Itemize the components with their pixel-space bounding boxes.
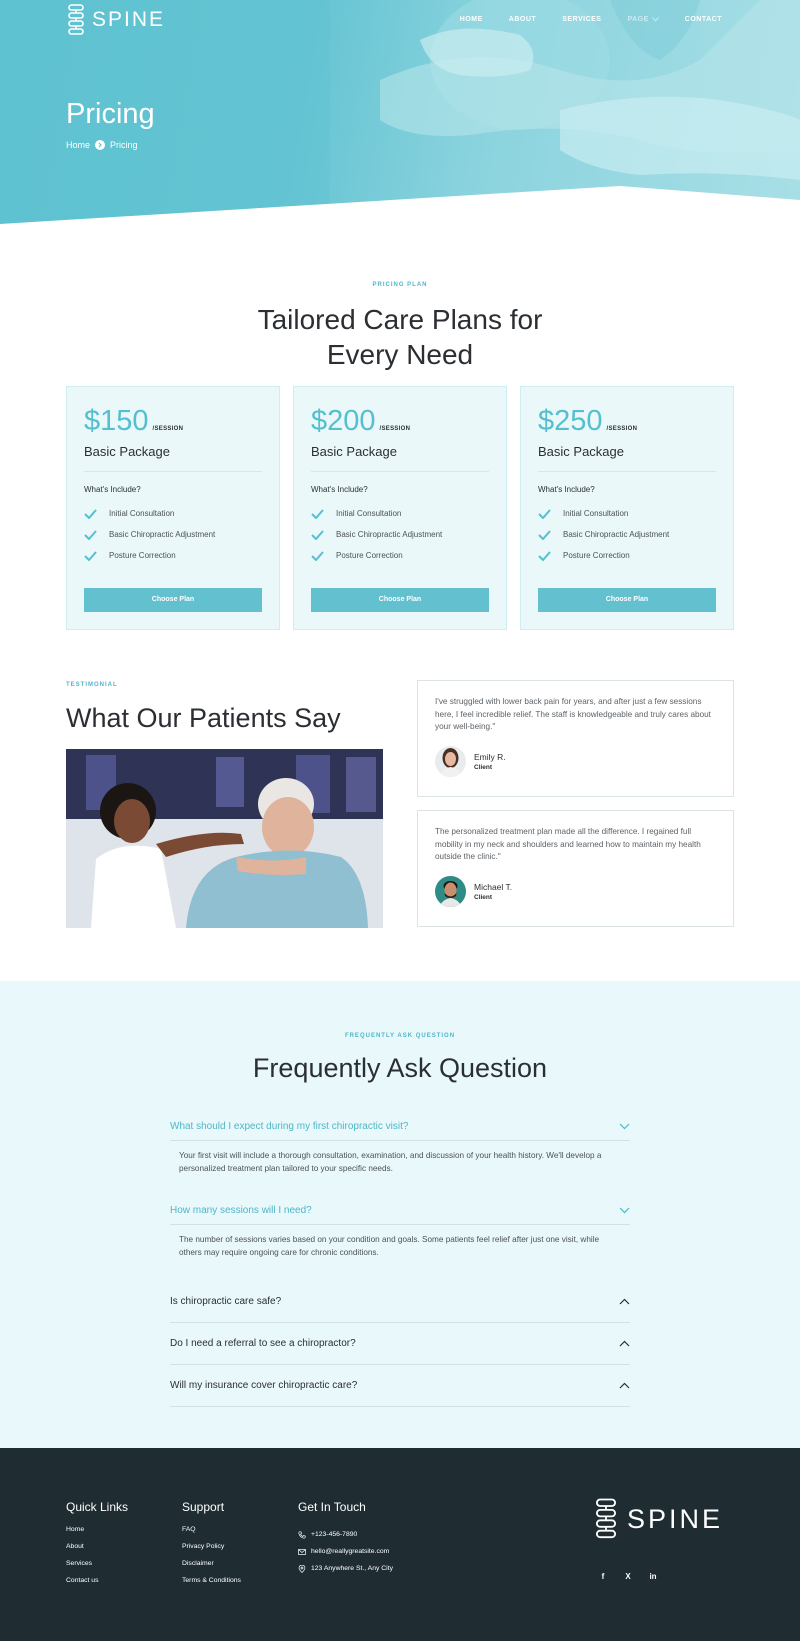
avatar (435, 746, 466, 777)
check-icon (311, 551, 324, 561)
faq-question[interactable] (170, 1197, 630, 1225)
contact-email-text: hello@reallygreatsite.com (311, 1548, 390, 1555)
pricing-cards (66, 386, 734, 630)
page-title: Pricing (66, 98, 155, 130)
pricing-title-line1: Tailored Care Plans for (257, 304, 543, 335)
chevron-up-icon (619, 1340, 630, 1347)
location-pin-icon (298, 1565, 306, 1573)
includes-label: What's Include? (84, 485, 141, 494)
pricing-title-line2: Every Need (326, 339, 474, 370)
divider (538, 471, 716, 472)
price-row (538, 405, 716, 438)
faq-title: Frequently Ask Question (252, 1053, 548, 1083)
feature-text: Posture Correction (563, 551, 630, 560)
faq-question[interactable] (170, 1113, 630, 1141)
chevron-down-icon (619, 1123, 630, 1130)
footer-contact (298, 1500, 393, 1577)
divider (84, 471, 262, 472)
faq-question[interactable] (170, 1281, 630, 1323)
nav-home[interactable]: HOME (459, 16, 483, 23)
per-session-label: /SESSION (152, 426, 184, 432)
price-row (84, 405, 262, 438)
testimonial-author (435, 746, 716, 777)
nav-about[interactable]: ABOUT (508, 16, 537, 23)
faq-question[interactable] (170, 1323, 630, 1365)
divider (311, 471, 489, 472)
footer-link[interactable]: Privacy Policy (182, 1543, 225, 1550)
feature-item (84, 503, 262, 524)
spine-logo-icon (66, 4, 86, 36)
check-icon (538, 509, 551, 519)
footer-heading: Get In Touch (298, 1500, 366, 1514)
nav-contact[interactable]: CONTACT (684, 16, 722, 23)
chevron-up-icon (619, 1298, 630, 1305)
social-links (598, 1572, 658, 1581)
hero-banner (0, 0, 800, 226)
phone-icon (298, 1531, 306, 1539)
pricing-title (0, 302, 800, 372)
footer-link[interactable]: Disclaimer (182, 1560, 214, 1567)
brand-name: SPINE (92, 8, 166, 31)
contact-phone[interactable] (298, 1526, 393, 1543)
testimonial-eyebrow: TESTIMONIAL (66, 682, 118, 688)
choose-plan-button[interactable]: Choose Plan (84, 588, 262, 612)
feature-item (84, 545, 262, 566)
footer-support (182, 1500, 241, 1594)
mail-icon (298, 1548, 306, 1556)
brand-logo[interactable] (66, 4, 165, 36)
feature-text: Initial Consultation (563, 509, 629, 518)
plan-price: $200 (311, 405, 376, 437)
feature-text: Posture Correction (336, 551, 403, 560)
feature-item (538, 524, 716, 545)
feature-item (538, 503, 716, 524)
faq-question[interactable] (170, 1365, 630, 1407)
feature-text: Initial Consultation (336, 509, 402, 518)
testimonial-card (417, 810, 734, 927)
feature-item (538, 545, 716, 566)
chevron-down-icon (652, 17, 659, 22)
faq-answer: Your first visit will include a thorough consultation, examination, and discussion of your health history. We'll develop a personalized treatment plan tailored to your specific needs. (179, 1151, 602, 1173)
check-icon (84, 530, 97, 540)
spine-logo-icon (593, 1498, 619, 1540)
footer-heading: Support (182, 1500, 225, 1514)
footer-brand-name: SPINE (627, 1503, 724, 1534)
pricing-card (520, 386, 734, 630)
feature-item (311, 524, 489, 545)
plan-name: Basic Package (538, 444, 624, 459)
linkedin-icon[interactable]: in (649, 1572, 657, 1581)
author-name: Emily R. (474, 751, 506, 762)
pricing-card (293, 386, 507, 630)
plan-name: Basic Package (311, 444, 397, 459)
contact-address (298, 1560, 393, 1577)
plan-price: $250 (538, 405, 603, 437)
faq-question-text: What should I expect during my first chiropractic visit? (170, 1121, 409, 1132)
x-twitter-icon[interactable]: X (625, 1572, 631, 1581)
footer-link[interactable]: Services (66, 1560, 93, 1567)
author-role: Client (474, 763, 493, 771)
per-session-label: /SESSION (606, 426, 638, 432)
includes-label: What's Include? (538, 485, 595, 494)
nav-page-label: PAGE (627, 16, 649, 23)
choose-plan-button[interactable]: Choose Plan (538, 588, 716, 612)
check-icon (538, 530, 551, 540)
contact-email[interactable] (298, 1543, 393, 1560)
testimonial-quote: I've struggled with lower back pain for years, and after just a few sessions here, I feel incredible relief. The staff is knowledgeable and truly cares about your well-being." (435, 697, 711, 731)
feature-item (311, 503, 489, 524)
faq-answer: The number of sessions varies based on your condition and goals. Some patients feel relief after just one visit, while others may require ongoing care for chronic conditions. (179, 1235, 600, 1257)
testimonial-author (435, 876, 716, 907)
nav-services[interactable]: SERVICES (562, 16, 602, 23)
feature-item (84, 524, 262, 545)
price-row (311, 405, 489, 438)
faq-question-text: How many sessions will I need? (170, 1205, 312, 1216)
footer-link[interactable]: Terms & Conditions (182, 1577, 241, 1584)
feature-text: Basic Chiropractic Adjustment (563, 530, 670, 539)
plan-price: $150 (84, 405, 149, 437)
per-session-label: /SESSION (379, 426, 411, 432)
author-name: Michael T. (474, 881, 513, 892)
footer-link[interactable]: Home (66, 1526, 85, 1533)
testimonial-card (417, 680, 734, 797)
faq-eyebrow: FREQUENTLY ASK QUESTION (344, 1033, 456, 1039)
feature-text: Posture Correction (109, 551, 176, 560)
feature-item (311, 545, 489, 566)
breadcrumb (66, 140, 138, 150)
chevron-down-icon (619, 1207, 630, 1214)
author-role: Client (474, 893, 493, 901)
feature-text: Basic Chiropractic Adjustment (336, 530, 443, 539)
feature-text: Basic Chiropractic Adjustment (109, 530, 216, 539)
footer-link[interactable]: FAQ (182, 1526, 196, 1533)
check-icon (311, 509, 324, 519)
pricing-eyebrow: PRICING PLAN (372, 282, 428, 288)
avatar (435, 876, 466, 907)
footer-link[interactable]: About (66, 1543, 84, 1550)
plan-name: Basic Package (84, 444, 170, 459)
faq-question-text: Do I need a referral to see a chiropractor? (170, 1338, 356, 1349)
footer-heading: Quick Links (66, 1500, 129, 1514)
chevron-right-icon (95, 140, 105, 150)
testimonial-quote: The personalized treatment plan made all the difference. I regained full mobility in my neck and shoulders and learned how to maintain my health outside the clinic." (435, 827, 701, 861)
breadcrumb-current: Pricing (110, 140, 138, 150)
check-icon (538, 551, 551, 561)
faq-list (170, 1113, 630, 1407)
chevron-up-icon (619, 1382, 630, 1389)
breadcrumb-home[interactable]: Home (66, 140, 91, 150)
nav-page[interactable] (627, 16, 658, 23)
testimonial-title: What Our Patients Say (66, 703, 341, 733)
check-icon (84, 551, 97, 561)
choose-plan-button[interactable]: Choose Plan (311, 588, 489, 612)
testimonial-photo (66, 749, 383, 928)
feature-text: Initial Consultation (109, 509, 175, 518)
faq-question-text: Is chiropractic care safe? (170, 1296, 282, 1307)
faq-question-text: Will my insurance cover chiropractic care? (170, 1380, 358, 1391)
main-nav (460, 16, 722, 23)
facebook-icon[interactable]: f (601, 1572, 605, 1581)
pricing-card (66, 386, 280, 630)
footer-logo[interactable] (593, 1498, 723, 1540)
footer-link[interactable]: Contact us (66, 1577, 99, 1584)
includes-label: What's Include? (311, 485, 368, 494)
check-icon (311, 530, 324, 540)
check-icon (84, 509, 97, 519)
contact-phone-text: +123-456-7890 (311, 1531, 358, 1538)
footer-quick-links (66, 1500, 128, 1594)
contact-address-text: 123 Anywhere St., Any City (311, 1565, 393, 1572)
